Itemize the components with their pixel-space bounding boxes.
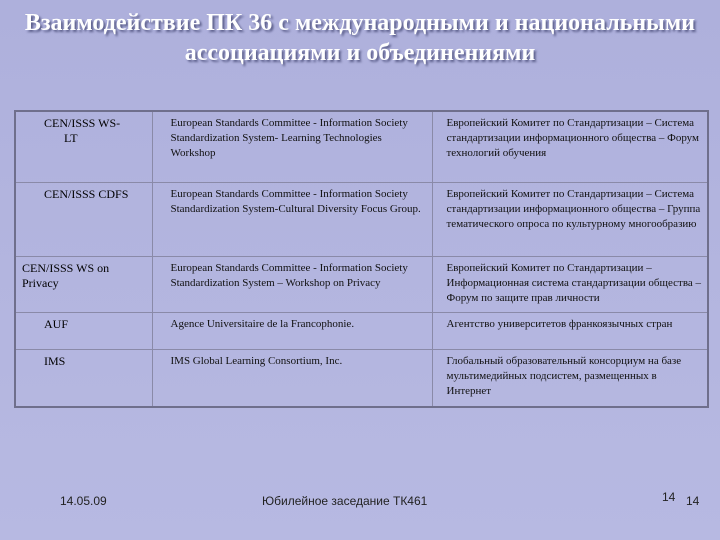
footer-event-title: Юбилейное заседание ТК461: [262, 494, 428, 508]
russian-name-cell: Европейский Комитет по Стандартизации – Система стандартизации информационного общества – Группа тематического опроса по культурному многообразию: [432, 182, 708, 256]
abbreviation-text: CEN/ISSS CDFS: [44, 186, 129, 201]
english-name-cell: Agence Universitaire de la Francophonie.: [152, 312, 432, 349]
english-name-cell: European Standards Committee - Information Society Standardization System- Learning Technologies Workshop: [152, 111, 432, 182]
abbreviation-text: AUF: [44, 316, 69, 331]
table-row: [15, 111, 708, 182]
russian-name-cell: Европейский Комитет по Стандартизации – Система стандартизации информационного общества – Форум технологий обучения: [432, 111, 708, 182]
abbreviation-cell: [15, 349, 152, 407]
abbreviation-cell: [15, 256, 152, 312]
slide-title-line-1: Взаимодействие ПК 36 с международными и национальными: [24, 10, 696, 36]
footer-page-number: 14: [686, 494, 700, 508]
table-row: [15, 182, 708, 256]
abbreviation-text: CEN/ISSS WS on Privacy: [22, 260, 110, 290]
abbreviation-cell: [15, 312, 152, 349]
russian-name-cell: Европейский Комитет по Стандартизации – Информационная система стандартизации общества – Форум по защите прав личности: [432, 256, 708, 312]
footer-page-number-small: 14: [662, 490, 676, 504]
abbreviation-text: IMS: [44, 353, 66, 368]
english-name-cell: IMS Global Learning Consortium, Inc.: [152, 349, 432, 407]
table-row: [15, 349, 708, 407]
table-row: [15, 312, 708, 349]
table-row: [15, 256, 708, 312]
slide-title-line-2: ассоциациями и объединениями: [184, 40, 536, 66]
english-name-cell: European Standards Committee - Information Society Standardization System – Workshop on Privacy: [152, 256, 432, 312]
abbreviation-text-cont: LT: [64, 131, 78, 145]
abbreviation-cell: [15, 111, 152, 182]
footer-date: 14.05.09: [60, 494, 107, 508]
abbreviation-text: CEN/ISSS WS-: [44, 116, 121, 130]
slide-title: [20, 8, 700, 68]
associations-table: [14, 110, 709, 408]
russian-name-cell: Глобальный образовательный консорциум на базе мультимедийных подсистем, размещенных в Интернет: [432, 349, 708, 407]
russian-name-cell: Агентство университетов франкоязычных стран: [432, 312, 708, 349]
abbreviation-cell: [15, 182, 152, 256]
english-name-cell: European Standards Committee - Information Society Standardization System-Cultural Diversity Focus Group.: [152, 182, 432, 256]
